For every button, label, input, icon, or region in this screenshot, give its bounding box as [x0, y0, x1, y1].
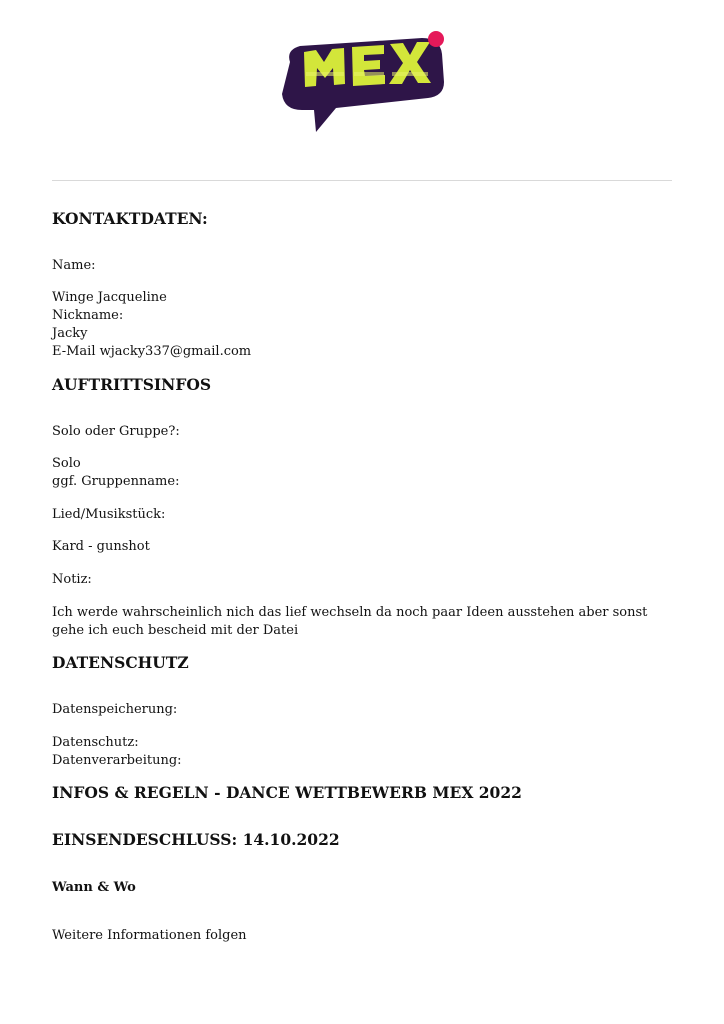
section-heading-datenschutz: DATENSCHUTZ	[52, 653, 189, 672]
more-info-text: Weitere Informationen folgen	[52, 928, 247, 943]
datenverarbeitung-label: Datenverarbeitung:	[52, 753, 182, 768]
header-divider	[52, 180, 672, 181]
mex-logo	[272, 22, 454, 138]
deadline-heading: EINSENDESCHLUSS: 14.10.2022	[52, 830, 340, 849]
section-heading-auftritt: AUFTRITTSINFOS	[52, 375, 212, 394]
email-line: E-Mail wjacky337@gmail.com	[52, 344, 252, 359]
song-label: Lied/Musikstück:	[52, 507, 166, 522]
notiz-value: Ich werde wahrscheinlich nich das lief wechseln da noch paar Ideen ausstehen aber sonst gehe ich euch bescheid mit der Datei	[52, 605, 648, 638]
song-value: Kard - gunshot	[52, 539, 150, 554]
solo-group-label: Solo oder Gruppe?:	[52, 424, 180, 439]
nickname-value: Jacky	[52, 326, 88, 341]
name-label: Name:	[52, 258, 96, 273]
solo-group-value: Solo	[52, 456, 81, 471]
group-name-label: ggf. Gruppenname:	[52, 474, 180, 489]
wann-wo-heading: Wann & Wo	[52, 880, 136, 895]
datenspeicherung-label: Datenspeicherung:	[52, 702, 178, 717]
name-value: Winge Jacqueline	[52, 290, 167, 305]
section-heading-infos: INFOS & REGELN - DANCE WETTBEWERB MEX 2022	[52, 783, 522, 802]
section-heading-kontakt: KONTAKTDATEN:	[52, 209, 208, 228]
nickname-label: Nickname:	[52, 308, 124, 323]
datenschutz-label: Datenschutz:	[52, 735, 139, 750]
logo-dot	[428, 31, 444, 47]
notiz-label: Notiz:	[52, 572, 92, 587]
